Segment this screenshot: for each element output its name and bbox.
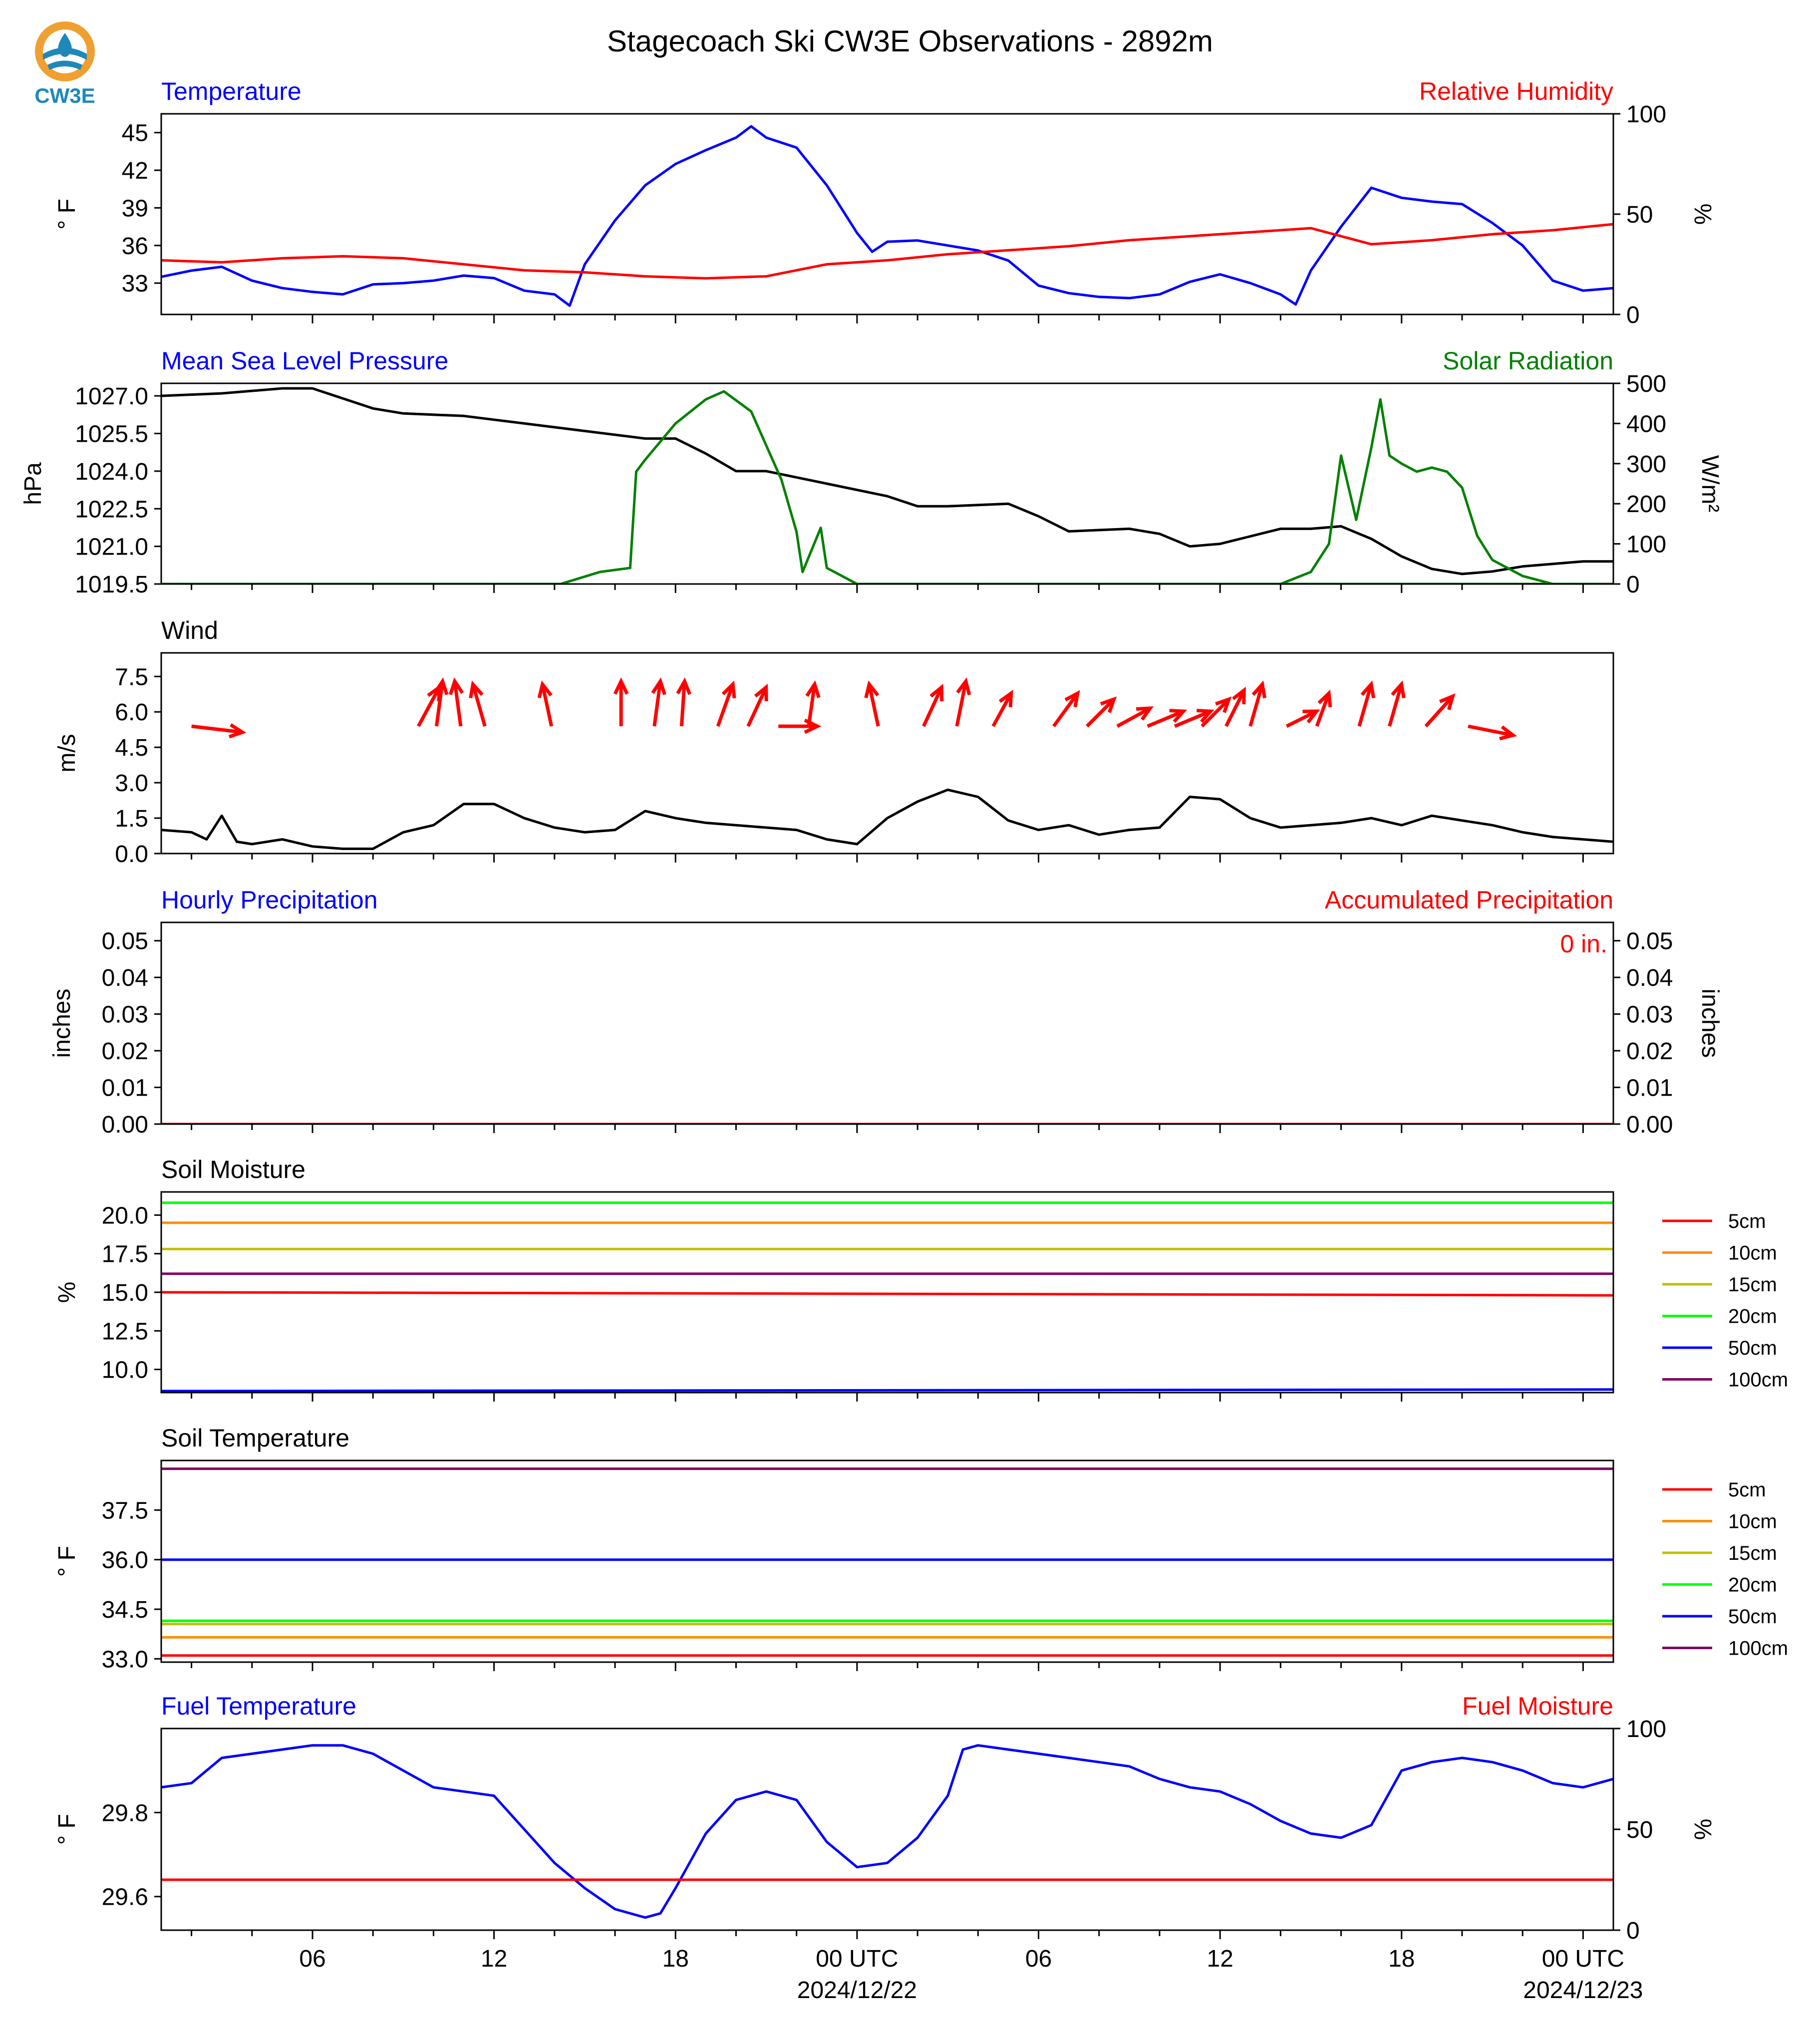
x-tick-label: 06: [1025, 1946, 1052, 1972]
y-axis-label: %: [54, 1281, 80, 1303]
series-group: [161, 388, 1613, 584]
y-tick-label: 33.0: [101, 1646, 148, 1673]
y-tick-label: 10.0: [101, 1357, 148, 1384]
legend-item: [1662, 1306, 1777, 1328]
wind-arrows: [192, 681, 1513, 739]
wind-arrow: [1468, 726, 1513, 739]
x-tick-label: 12: [480, 1946, 508, 1972]
series-group: [161, 1203, 1613, 1391]
panel-title-left: Temperature: [161, 77, 302, 105]
wind-arrow: [1054, 693, 1078, 726]
legend-label: 20cm: [1728, 1305, 1777, 1328]
y-tick-label-right: 0.02: [1626, 1038, 1673, 1065]
y-tick-label: 12.5: [101, 1318, 148, 1345]
series-group: [161, 1745, 1613, 1918]
panel-frame: [161, 922, 1613, 1124]
wind-arrow: [923, 687, 941, 726]
x-ticks: [192, 854, 1583, 863]
y-tick-label-right: 0.01: [1626, 1075, 1673, 1102]
x-ticks: [192, 1930, 1583, 1939]
panel-frame: [161, 1460, 1613, 1662]
y-axis-right: [1613, 1716, 1666, 1944]
panel-6: [54, 1424, 1788, 1673]
y-axis-left: [102, 1497, 161, 1673]
chart-panels: [20, 77, 1788, 1944]
y-axis-label: ° F: [54, 1814, 80, 1845]
y-tick-label-right: 0.00: [1626, 1112, 1673, 1138]
y-tick-label-right: 50: [1626, 202, 1653, 228]
wind-arrow: [435, 681, 447, 726]
legend-label: 5cm: [1728, 1210, 1766, 1232]
panel-7: [54, 1692, 1716, 1944]
y-tick-label: 36: [121, 233, 148, 260]
panel-title-left: Fuel Temperature: [161, 1692, 356, 1720]
series-group: [161, 790, 1613, 849]
y-tick-label: 0.03: [101, 1001, 148, 1028]
legend-label: 10cm: [1728, 1510, 1777, 1533]
legend: [1662, 1210, 1788, 1391]
wind-arrow: [539, 684, 552, 726]
y-axis-right: [1613, 928, 1673, 1138]
legend-item: [1662, 1606, 1777, 1628]
y-axis-label: ° F: [54, 1546, 80, 1577]
y-tick-label: 39: [121, 195, 148, 222]
y-tick-label: 1024.0: [75, 458, 148, 485]
y-axis-right: [1613, 101, 1666, 328]
wind-arrow: [778, 720, 817, 732]
y-tick-label: 7.5: [115, 664, 148, 691]
y-tick-label-right: 0: [1626, 302, 1640, 328]
y-axis-label-right: %: [1689, 1818, 1716, 1840]
y-tick-label-right: 400: [1626, 411, 1667, 438]
wind-arrow: [678, 681, 690, 726]
x-tick-label: 18: [1388, 1946, 1415, 1972]
panel-2: [20, 347, 1723, 598]
series-line-50cm: [161, 1390, 1613, 1391]
panel-title-right: Solar Radiation: [1443, 347, 1613, 375]
y-tick-label: 3.0: [115, 770, 148, 797]
wind-arrow: [652, 681, 664, 726]
logo-text: CW3E: [34, 84, 95, 107]
y-tick-label: 33: [121, 271, 148, 297]
wind-arrow: [1226, 690, 1244, 726]
legend-item: [1662, 1210, 1766, 1232]
legend-label: 50cm: [1728, 1606, 1777, 1628]
panel-1: [54, 77, 1716, 328]
y-tick-label-right: 0.05: [1626, 928, 1673, 955]
y-axis-left: [102, 1202, 161, 1383]
y-tick-label: 1.5: [115, 806, 148, 833]
x-tick-date: 2024/12/23: [1523, 1977, 1643, 2004]
y-axis-label: inches: [49, 988, 75, 1058]
panel-title-right: Fuel Moisture: [1462, 1692, 1613, 1720]
y-tick-label: 1027.0: [75, 383, 148, 410]
y-axis-left: [102, 1800, 161, 1910]
y-tick-label: 4.5: [115, 735, 148, 762]
y-axis-left: [115, 664, 161, 868]
wind-arrow: [1087, 699, 1114, 726]
panel-title-left: Soil Moisture: [161, 1156, 305, 1183]
legend-item: [1662, 1511, 1777, 1533]
y-axis-label: hPa: [20, 462, 46, 505]
y-axis-label-right: %: [1689, 203, 1716, 225]
panel-frame: [161, 1729, 1613, 1930]
y-axis-label-right: W/m²: [1697, 455, 1723, 513]
y-tick-label-right: 0.04: [1626, 965, 1673, 992]
wind-arrow: [615, 681, 627, 726]
panel-title-left: Soil Temperature: [161, 1424, 350, 1452]
wind-arrow: [866, 684, 879, 726]
x-tick-date: 2024/12/22: [797, 1977, 917, 2004]
wind-arrow: [1390, 684, 1404, 726]
panel-title-right: Relative Humidity: [1419, 77, 1613, 105]
x-ticks: [192, 1124, 1583, 1133]
series-line-1: [161, 790, 1613, 849]
y-axis-label: ° F: [54, 199, 80, 230]
wind-arrow: [471, 684, 485, 726]
y-tick-label: 1022.5: [75, 496, 148, 523]
series-line-2: [161, 391, 1613, 584]
y-tick-label: 0.0: [115, 841, 148, 868]
series-line-1: [161, 126, 1613, 305]
y-tick-label: 1019.5: [75, 572, 148, 598]
legend-label: 50cm: [1728, 1337, 1777, 1359]
series-group: [161, 1469, 1613, 1656]
legend-label: 20cm: [1728, 1574, 1777, 1596]
wind-arrow: [1359, 684, 1374, 726]
y-tick-label-right: 0.03: [1626, 1001, 1673, 1028]
y-tick-label: 0.04: [101, 965, 148, 992]
series-line-1: [161, 388, 1613, 574]
y-tick-label: 29.8: [101, 1800, 148, 1827]
x-tick-label: 00 UTC: [1541, 1946, 1625, 1972]
wind-arrow: [957, 681, 969, 726]
x-tick-label: 00 UTC: [816, 1946, 899, 1972]
x-ticks: [192, 1393, 1583, 1402]
y-tick-label: 0.02: [101, 1038, 148, 1065]
x-axis-labels: [299, 1946, 1643, 2004]
legend-label: 10cm: [1728, 1242, 1777, 1264]
x-tick-label: 18: [662, 1946, 689, 1972]
x-tick-label: 12: [1207, 1946, 1233, 1972]
y-tick-label-right: 0: [1626, 1918, 1640, 1944]
y-tick-label-right: 500: [1626, 371, 1667, 397]
y-axis-left: [122, 120, 161, 297]
wind-arrow: [718, 684, 734, 726]
legend-item: [1662, 1369, 1788, 1391]
legend-label: 100cm: [1728, 1369, 1789, 1391]
y-axis-label: m/s: [54, 734, 80, 773]
y-tick-label: 37.5: [101, 1497, 148, 1524]
y-tick-label: 1021.0: [75, 534, 148, 561]
y-tick-label: 0.00: [101, 1112, 148, 1138]
legend-item: [1662, 1337, 1777, 1359]
wind-arrow: [1286, 711, 1316, 726]
legend-item: [1662, 1638, 1788, 1660]
legend-item: [1662, 1242, 1777, 1264]
y-axis-label-right: inches: [1697, 988, 1723, 1058]
x-tick-label: 06: [299, 1946, 326, 1972]
y-tick-label: 36.0: [101, 1547, 148, 1574]
legend-label: 5cm: [1728, 1479, 1766, 1501]
y-tick-label: 17.5: [101, 1241, 148, 1268]
wind-arrow: [1117, 708, 1150, 726]
wind-arrow: [807, 684, 819, 726]
y-tick-label-right: 100: [1626, 101, 1667, 128]
y-tick-label: 1025.5: [75, 421, 148, 448]
x-ticks: [192, 584, 1583, 593]
series-group: [161, 126, 1613, 305]
panel-4: [49, 886, 1723, 1138]
y-tick-label: 0.01: [101, 1075, 148, 1102]
y-tick-label: 34.5: [101, 1597, 148, 1624]
accumulated-precip-value: 0 in.: [1560, 930, 1607, 958]
legend-item: [1662, 1274, 1777, 1296]
wind-arrow: [748, 687, 766, 726]
y-tick-label: 15.0: [101, 1280, 148, 1306]
y-tick-label: 45: [121, 120, 148, 147]
panel-title-right: Accumulated Precipitation: [1324, 886, 1613, 914]
x-ticks: [192, 1662, 1583, 1671]
chart-title: Stagecoach Ski CW3E Observations - 2892m: [607, 24, 1213, 58]
panel-5: [54, 1156, 1788, 1402]
wind-arrow: [450, 681, 462, 726]
legend-label: 15cm: [1728, 1542, 1777, 1564]
y-tick-label-right: 0: [1626, 572, 1640, 598]
legend-item: [1662, 1574, 1777, 1596]
y-tick-label-right: 300: [1626, 451, 1667, 478]
y-axis-left: [102, 928, 161, 1138]
legend-item: [1662, 1479, 1766, 1501]
series-line-5cm: [161, 1292, 1613, 1295]
series-line-1: [161, 1745, 1613, 1918]
panel-title-left: Mean Sea Level Pressure: [161, 347, 449, 375]
y-axis-left: [75, 383, 161, 598]
x-ticks: [192, 314, 1583, 323]
wind-arrow: [1426, 696, 1453, 726]
y-tick-label: 6.0: [115, 699, 148, 726]
y-tick-label: 42: [121, 158, 148, 185]
legend-item: [1662, 1542, 1777, 1564]
panel-title-left: Wind: [161, 616, 218, 644]
legend-label: 100cm: [1728, 1637, 1789, 1660]
y-tick-label-right: 200: [1626, 491, 1667, 518]
wind-arrow: [192, 725, 243, 737]
y-tick-label-right: 100: [1626, 531, 1667, 558]
wind-arrow: [1250, 684, 1265, 726]
y-tick-label-right: 50: [1626, 1817, 1653, 1843]
panel-3: [54, 616, 1613, 868]
y-tick-label: 0.05: [101, 928, 148, 955]
series-line-2: [161, 224, 1613, 278]
y-tick-label-right: 100: [1626, 1716, 1667, 1742]
series-line-3: [1250, 399, 1613, 584]
y-axis-right: [1613, 371, 1666, 598]
wind-arrow: [993, 693, 1011, 726]
legend-label: 15cm: [1728, 1274, 1777, 1296]
panel-title-left: Hourly Precipitation: [161, 886, 378, 914]
y-tick-label: 20.0: [101, 1202, 148, 1229]
y-tick-label: 29.6: [101, 1884, 148, 1911]
legend: [1662, 1479, 1788, 1660]
